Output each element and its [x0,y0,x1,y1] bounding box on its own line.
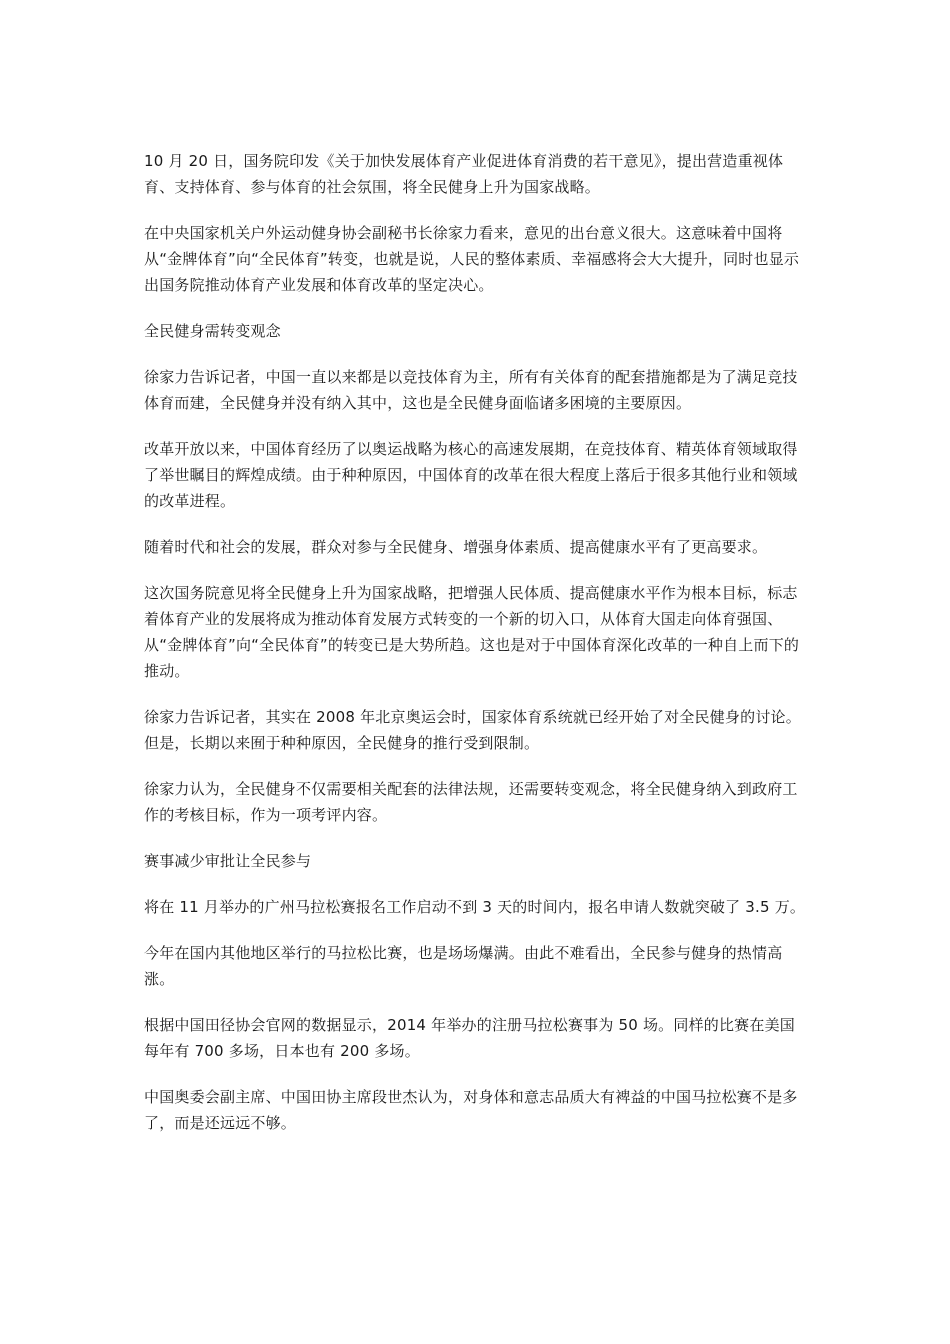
article-paragraph: 将在 11 月举办的广州马拉松赛报名工作启动不到 3 天的时间内，报名申请人数就突破了 3.5 万。 [144,898,806,916]
article-paragraph: 根据中国田径协会官网的数据显示，2014 年举办的注册马拉松赛事为 50 场。同样的比赛在美国每年有 700 多场，日本也有 200 多场。 [144,1016,795,1060]
article-paragraph: 中国奥委会副主席、中国田协主席段世杰认为，对身体和意志品质大有裨益的中国马拉松赛不是多了，而是还远远不够。 [144,1088,798,1132]
article-paragraph: 改革开放以来，中国体育经历了以奥运战略为核心的高速发展期，在竞技体育、精英体育领域取得了举世瞩目的辉煌成绩。由于种种原因，中国体育的改革在很大程度上落后于很多其他行业和领域的改革进程。 [144,440,798,510]
article-body [144,148,808,1156]
section-heading: 赛事减少审批让全民参与 [144,852,312,870]
article-paragraph: 徐家力认为，全民健身不仅需要相关配套的法律法规，还需要转变观念，将全民健身纳入到政府工作的考核目标，作为一项考评内容。 [144,780,798,824]
article-paragraph: 随着时代和社会的发展，群众对参与全民健身、增强身体素质、提高健康水平有了更高要求。 [144,538,768,556]
article-paragraph: 今年在国内其他地区举行的马拉松比赛，也是场场爆满。由此不难看出，全民参与健身的热情高涨。 [144,944,783,988]
article-paragraph: 10 月 20 日，国务院印发《关于加快发展体育产业促进体育消费的若干意见》，提出营造重视体育、支持体育、参与体育的社会氛围，将全民健身上升为国家战略。 [144,152,784,196]
article-paragraph: 徐家力告诉记者，中国一直以来都是以竞技体育为主，所有有关体育的配套措施都是为了满足竞技体育而建，全民健身并没有纳入其中，这也是全民健身面临诸多困境的主要原因。 [144,368,798,412]
section-heading: 全民健身需转变观念 [144,322,281,340]
article-paragraph: 徐家力告诉记者，其实在 2008 年北京奥运会时，国家体育系统就已经开始了对全民健身的讨论。但是，长期以来囿于种种原因，全民健身的推行受到限制。 [144,708,801,752]
article-paragraph: 在中央国家机关户外运动健身协会副秘书长徐家力看来，意见的出台意义很大。这意味着中国将从“金牌体育”向“全民体育”转变，也就是说，人民的整体素质、幸福感将会大大提升，同时也显示出国务院推动体育产业发展和体育改革的坚定决心。 [144,224,800,294]
article-paragraph: 这次国务院意见将全民健身上升为国家战略，把增强人民体质、提高健康水平作为根本目标，标志着体育产业的发展将成为推动体育发展方式转变的一个新的切入口，从体育大国走向体育强国、从“金牌体育”向“全民体育”的转变已是大势所趋。这也是对于中国体育深化改革的一种自上而下的推动。 [144,584,800,680]
